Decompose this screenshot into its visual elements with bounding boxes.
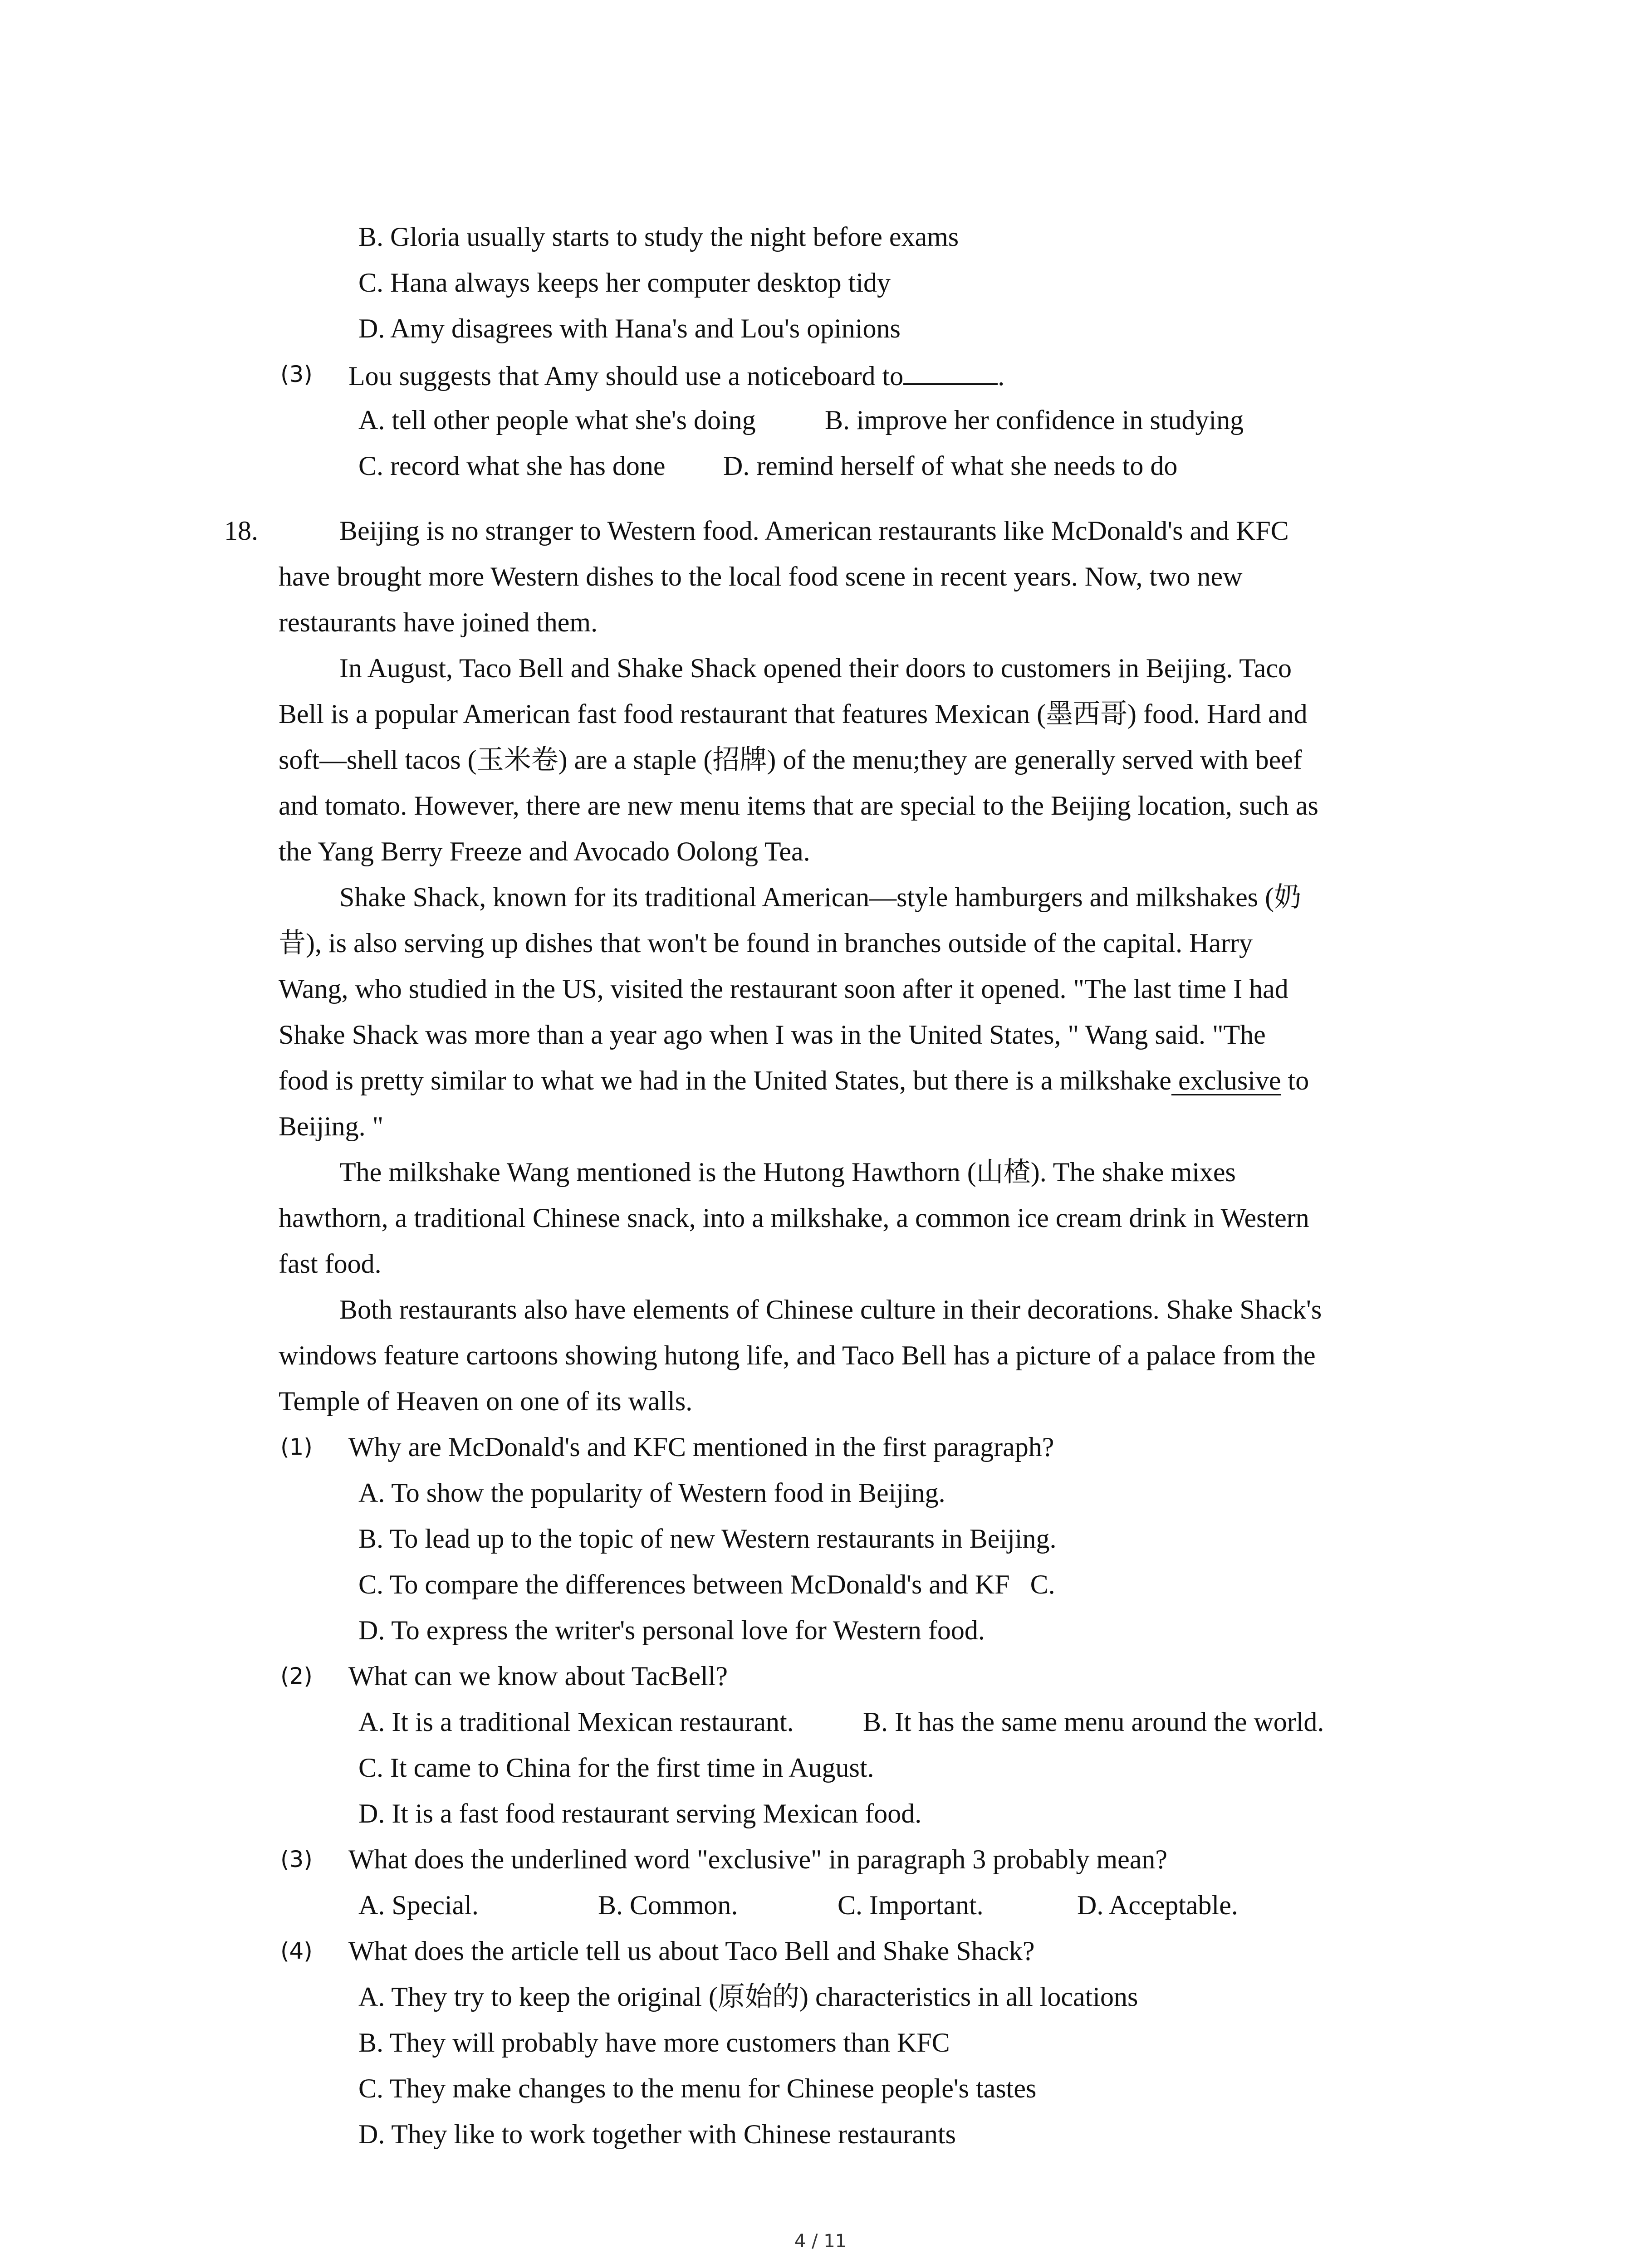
q18-sub1-option-d: D. To express the writer's personal love for Western food. <box>358 1615 985 1645</box>
q18-sub2-option-d: D. It is a fast food restaurant serving Mexican food. <box>358 1799 922 1828</box>
q17-sub3-number: (3) <box>280 361 313 387</box>
q18-p2-line2: Bell is a popular American fast food restaurant that features Mexican (墨西哥) food. Hard and <box>279 699 1308 729</box>
q18-sub4-number: (4) <box>280 1938 313 1964</box>
q18-number: 18. <box>224 516 258 546</box>
q17-sub3-option-b: B. improve her confidence in studying <box>825 405 1244 435</box>
q18-p2-line4: and tomato. However, there are new menu items that are special to the Beijing location, such as <box>279 791 1318 821</box>
q18-p5-line1: Both restaurants also have elements of Chinese culture in their decorations. Shake Shack's <box>339 1295 1322 1325</box>
q17-option-b: B. Gloria usually starts to study the night before exams <box>358 222 959 252</box>
q18-p3-line5 <box>279 1067 1309 1094</box>
q18-p2-line3: soft—shell tacos (玉米卷) are a staple (招牌) of the menu;they are generally served with beef <box>279 745 1302 775</box>
q18-p3-line5-end: to <box>1281 1066 1309 1095</box>
q18-sub4-stem: What does the article tell us about Taco Bell and Shake Shack? <box>348 1936 1035 1966</box>
q18-p4-line2: hawthorn, a traditional Chinese snack, into a milkshake, a common ice cream drink in Western <box>279 1203 1309 1233</box>
q18-sub4-option-d: D. They like to work together with Chinese restaurants <box>358 2119 956 2149</box>
q18-sub1-option-b: B. To lead up to the topic of new Western restaurants in Beijing. <box>358 1524 1057 1554</box>
q18-p5-line3: Temple of Heaven on one of its walls. <box>279 1386 693 1416</box>
q18-p1-line3: restaurants have joined them. <box>279 607 598 637</box>
q17-sub3-stem <box>348 361 1004 390</box>
q18-sub2-option-c: C. It came to China for the first time in August. <box>358 1753 874 1783</box>
q18-sub1-option-c: C. To compare the differences between McDonald's and KF C. <box>358 1569 1055 1599</box>
q17-sub3-option-d: D. remind herself of what she needs to do <box>723 451 1178 481</box>
answer-blank <box>903 361 998 385</box>
q18-sub1-number: (1) <box>280 1434 313 1460</box>
q18-p2-line5: the Yang Berry Freeze and Avocado Oolong Tea. <box>279 836 810 866</box>
page-number: 4 / 11 <box>794 2231 847 2252</box>
q18-p5-line2: windows feature cartoons showing hutong life, and Taco Bell has a picture of a palace from the <box>279 1340 1316 1370</box>
q18-sub4-option-c: C. They make changes to the menu for Chinese people's tastes <box>358 2073 1037 2103</box>
q17-sub3-option-a: A. tell other people what she's doing <box>358 405 756 435</box>
q18-sub3-number: (3) <box>280 1846 313 1872</box>
q18-sub1-stem: Why are McDonald's and KFC mentioned in the first paragraph? <box>348 1432 1054 1462</box>
q18-p3-line2: 昔), is also serving up dishes that won't be found in branches outside of the capital. Harry <box>279 928 1253 958</box>
q18-sub4-option-b: B. They will probably have more customers than KFC <box>358 2028 950 2058</box>
q17-sub3-stem-text: Lou suggests that Amy should use a noticeboard to <box>348 361 904 391</box>
q18-sub2-option-b: B. It has the same menu around the world. <box>863 1707 1324 1737</box>
q18-sub3-stem: What does the underlined word "exclusive" in paragraph 3 probably mean? <box>348 1844 1168 1874</box>
q18-p3-line6: Beijing. " <box>279 1111 384 1141</box>
q18-p3-line5-text: food is pretty similar to what we had in the United States, but there is a milkshake <box>279 1066 1171 1095</box>
q17-option-d: D. Amy disagrees with Hana's and Lou's opinions <box>358 313 901 343</box>
q18-p3-line1: Shake Shack, known for its traditional American—style hamburgers and milkshakes (奶 <box>339 882 1302 912</box>
q18-p3-line4: Shake Shack was more than a year ago when I was in the United States, " Wang said. "The <box>279 1020 1266 1050</box>
q17-option-c: C. Hana always keeps her computer desktop tidy <box>358 268 891 298</box>
q18-p2-line1: In August, Taco Bell and Shake Shack opened their doors to customers in Beijing. Taco <box>339 653 1292 683</box>
q18-p1-line2: have brought more Western dishes to the local food scene in recent years. Now, two new <box>279 562 1243 591</box>
q18-sub3-option-b: B. Common. <box>598 1890 738 1920</box>
q17-sub3-stem-end: . <box>998 361 1005 391</box>
q18-sub3-option-d: D. Acceptable. <box>1077 1890 1238 1920</box>
q18-p1-line1: Beijing is no stranger to Western food. American restaurants like McDonald's and KFC <box>339 516 1289 546</box>
q18-p4-line3: fast food. <box>279 1249 382 1279</box>
q18-sub2-option-a: A. It is a traditional Mexican restaurant. <box>358 1707 794 1737</box>
q18-sub2-stem: What can we know about TacBell? <box>348 1661 728 1691</box>
q18-sub3-option-a: A. Special. <box>358 1890 479 1920</box>
q18-sub2-number: (2) <box>280 1663 313 1689</box>
q18-sub1-option-a: A. To show the popularity of Western food in Beijing. <box>358 1478 945 1508</box>
q18-p3-line3: Wang, who studied in the US, visited the restaurant soon after it opened. "The last time I had <box>279 974 1288 1004</box>
q18-sub3-option-c: C. Important. <box>838 1890 984 1920</box>
q17-sub3-option-c: C. record what she has done <box>358 451 666 481</box>
q18-sub4-option-a: A. They try to keep the original (原始的) characteristics in all locations <box>358 1982 1138 2012</box>
underlined-word-exclusive: exclusive <box>1171 1066 1281 1095</box>
q18-p4-line1: The milkshake Wang mentioned is the Hutong Hawthorn (山楂). The shake mixes <box>339 1157 1236 1187</box>
